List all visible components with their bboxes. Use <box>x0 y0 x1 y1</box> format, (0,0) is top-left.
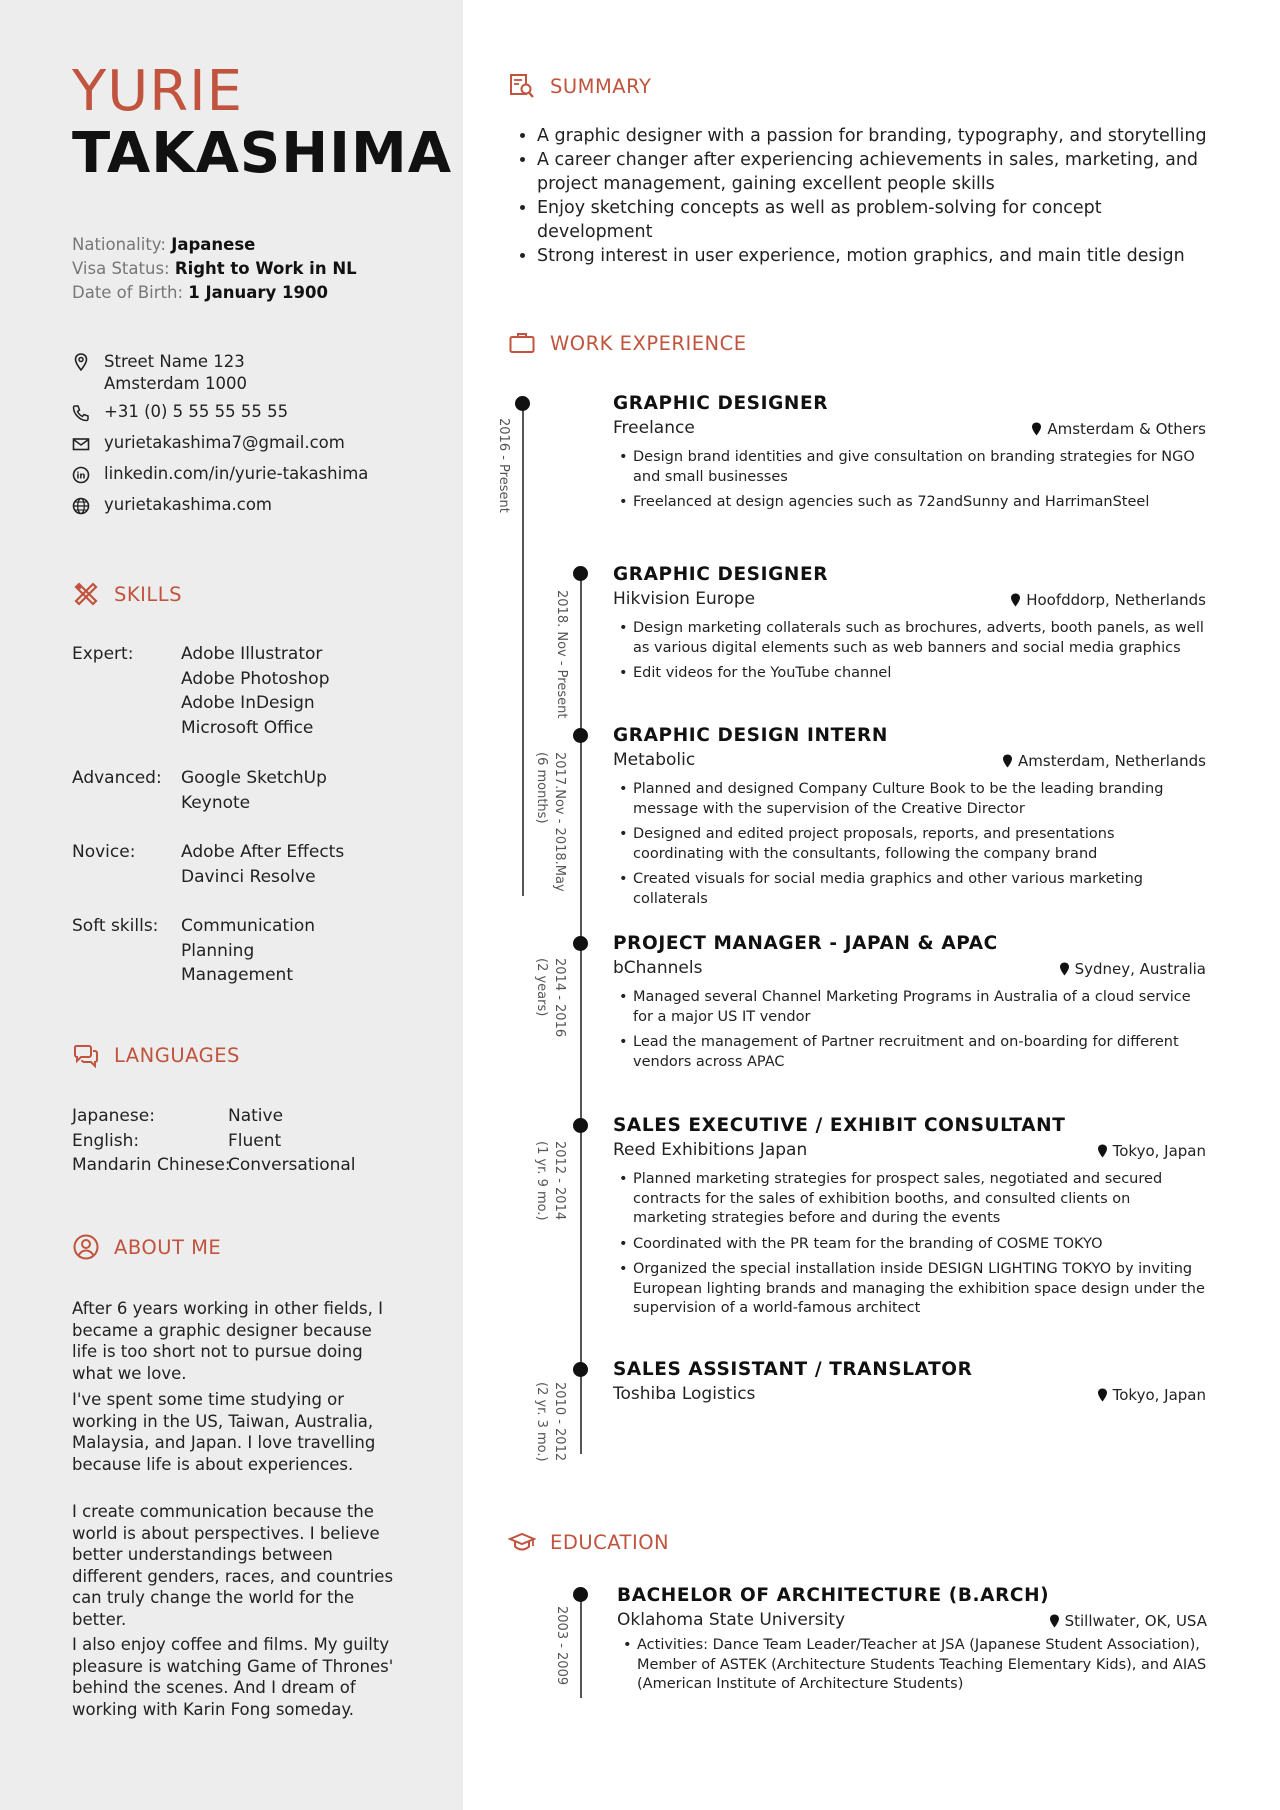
job-bullet: • Created visuals for social media graphics and other various marketing collaterals <box>633 870 1206 909</box>
job-bullet: • Planned and designed Company Culture Book to be the leading branding message with the supervision of the Creative Director <box>633 780 1206 819</box>
user-icon <box>72 1233 100 1261</box>
skill-group-label: Soft skills: <box>72 916 159 936</box>
education-date: 2003 - 2009 <box>554 1606 569 1686</box>
job-meta-row <box>613 1384 1206 1404</box>
dob-row: Date of Birth: 1 January 1900 <box>72 283 328 302</box>
job-date-duration: (2 years) <box>534 958 549 1017</box>
job-bullet: • Managed several Channel Marketing Programs in Australia of a cloud service for a major US IT vendor <box>633 988 1206 1027</box>
job-date-duration: (6 months) <box>534 752 549 824</box>
map-pin-icon <box>1097 1144 1108 1158</box>
skill-item: Microsoft Office <box>181 717 314 738</box>
education-entry <box>617 1585 1207 1701</box>
map-pin-icon <box>1031 422 1042 436</box>
summary-item: • Enjoy sketching concepts as well as problem-solving for concept development <box>537 196 1217 244</box>
language-name: English: <box>72 1130 140 1151</box>
language-name: Japanese: <box>72 1106 155 1126</box>
job-location: Hoofddorp, Netherlands <box>1010 591 1206 609</box>
job-title: GRAPHIC DESIGNER <box>613 564 829 585</box>
last-name: TAKASHIMA <box>72 121 453 186</box>
education-location: Stillwater, OK, USA <box>1049 1612 1207 1630</box>
skill-item: Adobe Illustrator <box>181 644 323 664</box>
map-pin-icon <box>1049 1614 1060 1628</box>
graduation-cap-icon <box>508 1528 536 1556</box>
job-title: PROJECT MANAGER - JAPAN & APAC <box>613 933 998 954</box>
timeline-dot <box>573 566 588 581</box>
phone-icon <box>72 404 90 422</box>
company: Freelance <box>613 418 695 438</box>
timeline-line <box>580 574 582 1454</box>
skill-item: Google SketchUp <box>181 768 327 788</box>
skill-group-label: Novice: <box>72 842 136 862</box>
education-heading: EDUCATION <box>508 1528 669 1556</box>
skill-group-label: Expert: <box>72 644 134 664</box>
job-title: GRAPHIC DESIGN INTERN <box>613 725 888 746</box>
timeline-dot <box>573 1587 588 1602</box>
speech-bubbles-icon <box>72 1041 100 1069</box>
linkedin-link[interactable]: in linkedin.com/in/yurie-takashima <box>72 464 368 484</box>
school: Oklahoma State University <box>617 1610 846 1630</box>
about-paragraph: I've spent some time studying or working in the US, Taiwan, Australia, Malaysia, and Japan. I love travelling because life is about experiences. <box>72 1390 376 1474</box>
company: Reed Exhibitions Japan <box>613 1140 808 1160</box>
tools-icon <box>72 580 100 608</box>
timeline-dot <box>515 396 530 411</box>
language-level: Native <box>228 1106 284 1126</box>
skill-group-items <box>181 840 344 889</box>
timeline-dot <box>573 728 588 743</box>
city: Amsterdam 1000 <box>104 374 247 393</box>
skill-group-items <box>181 766 327 815</box>
job-bullet: • Design brand identities and give consultation on branding strategies for NGO and small businesses <box>633 448 1206 487</box>
language-level: Fluent <box>228 1130 282 1151</box>
briefcase-icon <box>508 329 536 357</box>
job-location: Tokyo, Japan <box>1097 1386 1206 1404</box>
summary-list <box>520 124 1217 268</box>
language-levels <box>228 1104 356 1178</box>
company: bChannels <box>613 958 703 978</box>
job-bullet: • Design marketing collaterals such as brochures, adverts, booth panels, as well as various digital elements such as web banners and social media graphics <box>633 619 1206 658</box>
skill-item: Adobe After Effects <box>181 842 345 862</box>
about-paragraph: I create communication because the world is about perspectives. I believe better understandings between different genders, races, and countries can truly change the world for the better. <box>72 1502 394 1629</box>
job-date: 2010 - 2012 <box>552 1382 567 1462</box>
first-name: YURIE <box>72 59 244 124</box>
about-heading: ABOUT ME <box>72 1233 221 1261</box>
timeline-dot <box>573 1362 588 1377</box>
address <box>72 351 247 395</box>
job-bullet: • Designed and edited project proposals, reports, and presentations coordinating with the consultants, following the company brand <box>633 825 1206 864</box>
job-meta-row <box>613 589 1206 609</box>
map-pin-icon <box>1002 754 1013 768</box>
job-date-duration: (2 yr. 3 mo.) <box>534 1382 549 1462</box>
job-bullet: • Planned marketing strategies for prospect sales, negotiated and secured contracts for the sales of exhibition booths, and consulted clients on marketing strategies before and during the events <box>633 1170 1206 1229</box>
job-entry <box>613 1359 1206 1404</box>
company: Toshiba Logistics <box>613 1384 756 1404</box>
job-location: Amsterdam, Netherlands <box>1002 752 1206 770</box>
globe-icon <box>72 497 90 515</box>
map-pin-icon <box>1010 593 1021 607</box>
skills-heading: SKILLS <box>72 580 182 608</box>
skill-item: Adobe Photoshop <box>181 668 330 689</box>
skill-item: Adobe InDesign <box>181 693 315 713</box>
job-bullet: • Freelanced at design agencies such as 72andSunny and HarrimanSteel <box>633 493 1206 513</box>
job-bullets <box>613 1170 1206 1319</box>
location-pin-icon <box>72 353 90 371</box>
job-bullets <box>613 780 1206 909</box>
summary-item: • A graphic designer with a passion for branding, typography, and storytelling <box>537 124 1217 148</box>
skill-item: Planning <box>181 940 255 961</box>
education-bullet: • Activities: Dance Team Leader/Teacher at JSA (Japanese Student Association), Member of ASTEK (Architecture Students Teaching Elementary Kids), and AIAS (American Institute of Architecture Students) <box>637 1636 1207 1695</box>
job-meta-row <box>613 418 1206 438</box>
language-name: Mandarin Chinese: <box>72 1155 231 1175</box>
company: Hikvision Europe <box>613 589 756 609</box>
skill-item: Management <box>181 965 293 985</box>
mail-icon <box>72 435 90 453</box>
job-bullet: • Organized the special installation inside DESIGN LIGHTING TOKYO by inviting European lighting brands and managing the exhibition space design under the supervision of a world-famous architect <box>633 1260 1206 1319</box>
job-title: SALES ASSISTANT / TRANSLATOR <box>613 1359 973 1380</box>
education-meta-row <box>617 1610 1207 1630</box>
document-search-icon <box>508 72 536 100</box>
phone[interactable]: +31 (0) 5 55 55 55 55 <box>72 402 288 422</box>
skill-item: Communication <box>181 916 315 936</box>
street: Street Name 123 <box>104 352 245 371</box>
job-entry <box>613 933 1206 1078</box>
job-date: 2012 - 2014 <box>552 1141 567 1221</box>
svg-text:in: in <box>76 471 86 482</box>
linkedin-icon <box>72 466 90 484</box>
skill-group-label: Advanced: <box>72 768 162 788</box>
job-location: Amsterdam & Others <box>1031 420 1206 438</box>
job-entry <box>613 564 1206 690</box>
nationality-row: Nationality: Japanese <box>72 235 256 254</box>
job-title: GRAPHIC DESIGNER <box>613 393 829 414</box>
map-pin-icon <box>1059 962 1070 976</box>
job-meta-row <box>613 958 1206 978</box>
skill-group-items <box>181 642 330 740</box>
languages-heading: LANGUAGES <box>72 1041 240 1069</box>
job-title: SALES EXECUTIVE / EXHIBIT CONSULTANT <box>613 1115 1066 1136</box>
degree: BACHELOR OF ARCHITECTURE (B.ARCH) <box>617 1585 1050 1606</box>
work-heading: WORK EXPERIENCE <box>508 329 747 357</box>
timeline-line <box>580 1595 582 1698</box>
visa-row: Visa Status: Right to Work in NL <box>72 259 357 278</box>
job-meta-row <box>613 1140 1206 1160</box>
job-date: 2016 - Present <box>496 418 511 513</box>
job-date: 2017.Nov - 2018.May <box>552 752 567 892</box>
job-entry <box>613 393 1206 519</box>
timeline-line <box>522 404 524 896</box>
summary-item: • A career changer after experiencing achievements in sales, marketing, and project management, gaining excellent people skills <box>537 148 1217 196</box>
job-bullets <box>613 988 1206 1072</box>
timeline-dot <box>573 1118 588 1133</box>
language-names <box>72 1104 231 1178</box>
job-entry <box>613 725 1206 915</box>
map-pin-icon <box>1097 1388 1108 1402</box>
job-location: Sydney, Australia <box>1059 960 1206 978</box>
job-bullet: • Lead the management of Partner recruitment and on-boarding for different vendors across APAC <box>633 1033 1206 1072</box>
company: Metabolic <box>613 750 696 770</box>
job-bullets <box>613 448 1206 513</box>
about-paragraph: I also enjoy coffee and films. My guilty pleasure is watching Game of Thrones' behind the scenes. And I dream of working with Karin Fong someday. <box>72 1635 394 1719</box>
job-bullet: • Edit videos for the YouTube channel <box>633 664 1206 684</box>
education-bullets <box>617 1636 1207 1695</box>
skill-item: Keynote <box>181 792 251 813</box>
email-link[interactable]: yurietakashima7@gmail.com <box>72 433 345 453</box>
language-level: Conversational <box>228 1155 356 1175</box>
skill-item: Davinci Resolve <box>181 866 316 887</box>
summary-heading: SUMMARY <box>508 72 651 100</box>
job-meta-row <box>613 750 1206 770</box>
job-date-duration: (1 yr. 9 mo.) <box>534 1141 549 1221</box>
job-date: 2014 - 2016 <box>552 958 567 1038</box>
about-paragraph: After 6 years working in other fields, I became a graphic designer because life is too short not to pursue doing what we love. <box>72 1299 383 1383</box>
timeline-dot <box>573 936 588 951</box>
job-bullets <box>613 619 1206 684</box>
summary-item: • Strong interest in user experience, motion graphics, and main title design <box>537 244 1217 268</box>
job-entry <box>613 1115 1206 1325</box>
job-date: 2018. Nov - Present <box>554 590 569 719</box>
job-location: Tokyo, Japan <box>1097 1142 1206 1160</box>
skill-group-items <box>181 914 315 988</box>
website-link[interactable]: yurietakashima.com <box>72 495 272 515</box>
job-bullet: • Coordinated with the PR team for the branding of COSME TOKYO <box>633 1235 1206 1255</box>
